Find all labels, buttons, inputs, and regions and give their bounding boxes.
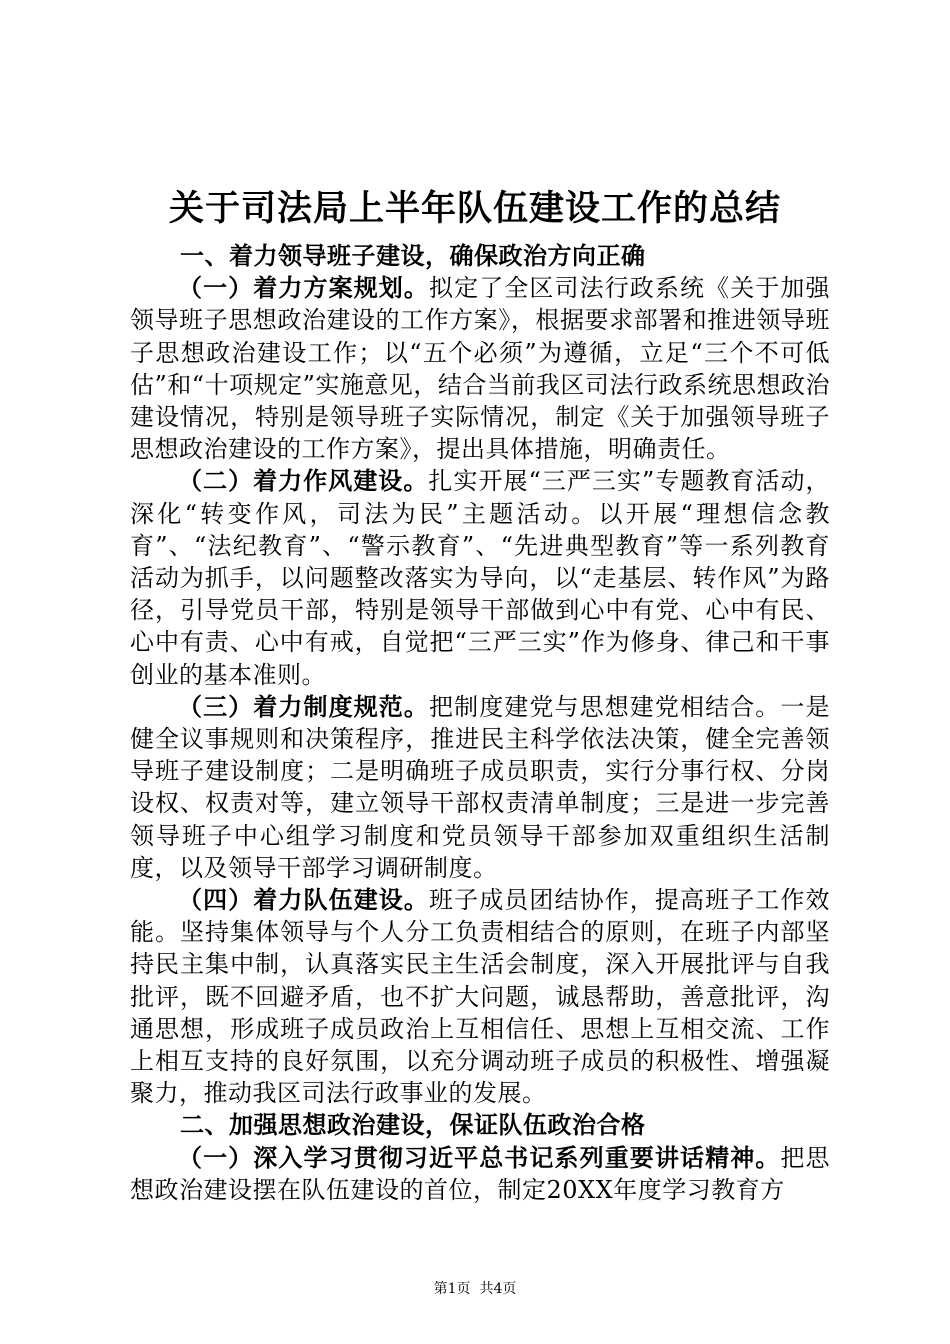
paragraph-lead: （一）着力方案规划。 [178,273,429,303]
document-title: 关于司法局上半年队伍建设工作的总结 [168,188,781,229]
paragraph-lead: （一）深入学习贯彻习近平总书记系列重要讲话精神。 [178,1142,781,1172]
paragraph [130,884,830,1109]
paragraph-text: 把思想政治建设摆在队伍建设的首位，制定20XX年度学习教育方 [130,1143,831,1204]
paragraph-lead: （二）着力作风建设。 [178,466,429,496]
section-heading: 一、着力领导班子建设，确保政治方向正确 [180,241,646,270]
paragraph-text: 把制度建党与思想建党相结合。一是健全议事规则和决策程序，推进民主科学依法决策，健全完善领导班子建设制度；二是明确班子成员职责，实行分事行权、分岗设权、权责对等，建立领导干部权责清单制度；三是进一步完善领导班子中心组学习制度和党员领导干部参加双重组织生活制度，以及领导干部学习调研制度。 [130,692,830,882]
paragraph [130,465,830,690]
paragraph-lead: （四）着力队伍建设。 [178,885,429,915]
paragraph [130,691,830,884]
paragraph-lead: （三）着力制度规范。 [178,691,429,721]
paragraph-text: 扎实开展“三严三实”专题教育活动，深化“转变作风，司法为民”主题活动。以开展“理想信念教育”、“法纪教育”、“警示教育”、“先进典型教育”等一系列教育活动为抓手，以问题整改落实为导向，以“走基层、转作风”为路径，引导党员干部，特别是领导干部做到心中有党、心中有民、心中有责、心中有戒，自觉把“三严三实”作为修身、律己和干事创业的基本准则。 [130,467,830,689]
paragraph-text: 拟定了全区司法行政系统《关于加强领导班子思想政治建设的工作方案》，根据要求部署和推进领导班子思想政治建设工作；以“五个必须”为遵循，立足“三个不可低估”和“十项规定”实施意见，结合当前我区司法行政系统思想政治建设情况，特别是领导班子实际情况，制定《关于加强领导班子思想政治建设的工作方案》，提出具体措施，明确责任。 [130,274,830,464]
paragraph-text: 班子成员团结协作，提高班子工作效能。坚持集体领导与个人分工负责相结合的原则，在班子内部坚持民主集中制，认真落实民主生活会制度，深入开展批评与自我批评，既不回避矛盾，也不扩大问题，诚恳帮助，善意批评，沟通思想，形成班子成员政治上互相信任、思想上互相交流、工作上相互支持的良好氛围，以充分调动班子成员的积极性、增强凝聚力，推动我区司法行政事业的发展。 [130,886,830,1108]
page-number: 第1页 [433,1281,471,1297]
paragraph [130,1142,830,1206]
section-heading: 二、加强思想政治建设，保证队伍政治合格 [180,1110,646,1140]
document-body [130,240,830,1206]
page-total: 共4页 [479,1281,517,1297]
paragraph [130,272,830,465]
page-footer [0,1279,950,1299]
